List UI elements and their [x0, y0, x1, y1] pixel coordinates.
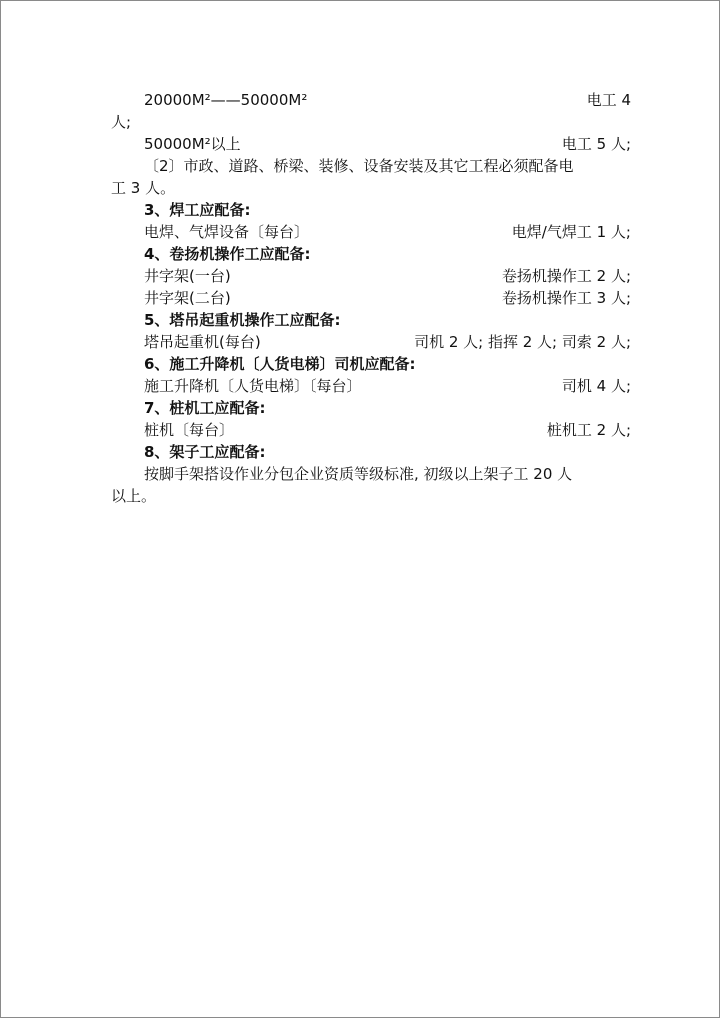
heading-text: 5、塔吊起重机操作工应配备: [144, 311, 341, 329]
heading-text: 6、施工升降机〔人货电梯〕司机应配备: [144, 355, 416, 373]
municipal-requirement-text-cont: 工 3 人。 [111, 179, 176, 197]
welder-row [111, 221, 631, 243]
electrician-count: 电工 4 [586, 91, 631, 109]
hoist-equipment-1: 井字架(一台) [144, 267, 231, 285]
elevator-equipment: 施工升降机〔人货电梯〕〔每台〕 [144, 377, 362, 395]
heading-text: 7、桩机工应配备: [144, 399, 266, 417]
section-heading-hoist [111, 243, 631, 265]
scaffold-requirement-line [111, 463, 631, 485]
welder-equipment: 电焊、气焊设备〔每台〕 [144, 223, 310, 241]
electrician-over-line [111, 133, 631, 155]
section-heading-scaffold [111, 441, 631, 463]
pile-count: 桩机工 2 人; [546, 421, 631, 439]
continuation-text: 人; [111, 113, 132, 131]
scaffold-requirement-text: 按脚手架搭设作业分包企业资质等级标准, 初级以上架子工 20 人 [144, 465, 573, 483]
scaffold-requirement-cont [111, 485, 631, 507]
welder-count: 电焊/气焊工 1 人; [511, 223, 631, 241]
hoist-count-1: 卷扬机操作工 2 人; [501, 267, 631, 285]
electrician-count-over: 电工 5 人; [561, 135, 631, 153]
elevator-count: 司机 4 人; [561, 377, 631, 395]
heading-text: 3、焊工应配备: [144, 201, 251, 219]
scaffold-requirement-text-cont: 以上。 [111, 487, 157, 505]
area-range-label: 20000M²——50000M² [144, 91, 308, 109]
hoist-count-2: 卷扬机操作工 3 人; [501, 289, 631, 307]
area-over-label: 50000M²以上 [144, 135, 241, 153]
tower-crane-row [111, 331, 631, 353]
continuation-line [111, 111, 631, 133]
heading-text: 4、卷扬机操作工应配备: [144, 245, 311, 263]
electrician-range-line [111, 89, 631, 111]
document-body [111, 89, 631, 507]
section-heading-pile [111, 397, 631, 419]
section-heading-elevator [111, 353, 631, 375]
hoist-equipment-2: 井字架(二台) [144, 289, 231, 307]
section-heading-tower-crane [111, 309, 631, 331]
municipal-requirement-text: 〔2〕市政、道路、桥梁、装修、设备安装及其它工程必须配备电 [144, 157, 574, 175]
elevator-row [111, 375, 631, 397]
tower-crane-equipment: 塔吊起重机(每台) [144, 333, 261, 351]
heading-text: 8、架子工应配备: [144, 443, 266, 461]
tower-crane-count: 司机 2 人; 指挥 2 人; 司索 2 人; [414, 333, 631, 351]
section-heading-welder [111, 199, 631, 221]
pile-equipment: 桩机〔每台〕 [144, 421, 235, 439]
pile-row [111, 419, 631, 441]
hoist-row-1 [111, 265, 631, 287]
hoist-row-2 [111, 287, 631, 309]
municipal-requirement-cont [111, 177, 631, 199]
municipal-requirement-line [111, 155, 631, 177]
